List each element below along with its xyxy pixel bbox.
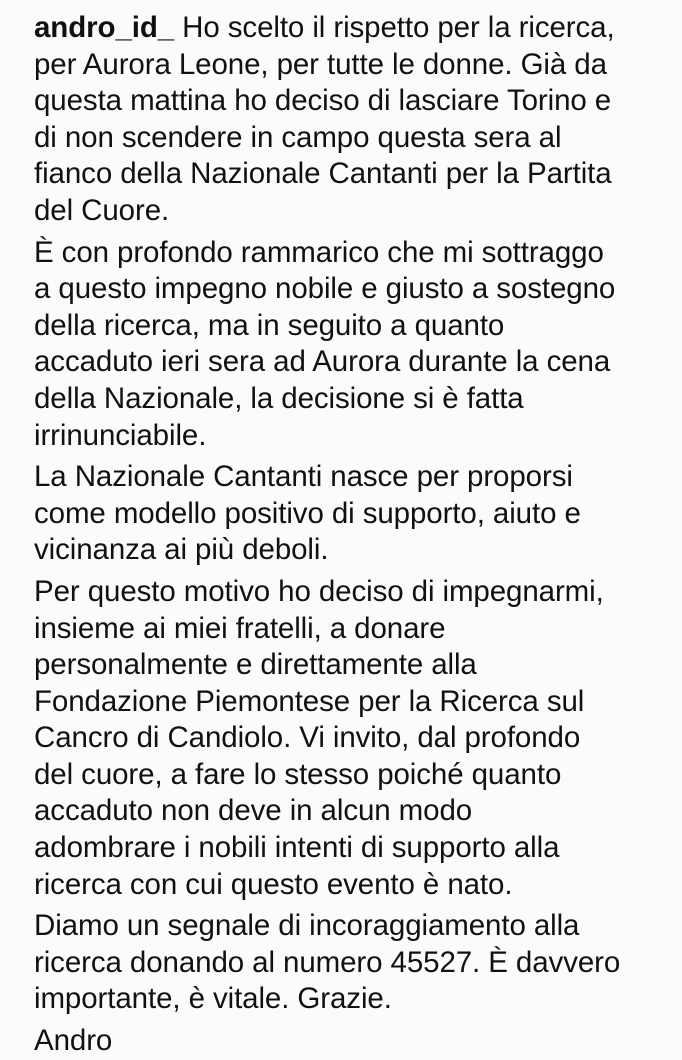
caption-text: Ho scelto il rispetto per la ricerca,: [174, 11, 615, 44]
caption-line: della Nazionale, la decisione si è fatta: [34, 381, 524, 415]
username-link[interactable]: andro_id_: [34, 11, 175, 44]
caption-line: È con profondo rammarico che mi sottraggo: [34, 235, 604, 269]
caption-paragraph: [34, 1023, 674, 1060]
caption-paragraph: [34, 908, 674, 1018]
caption-line: di non scendere in campo questa sera al: [34, 120, 562, 154]
caption-paragraph: [34, 235, 674, 455]
signature-line: Andro: [34, 1024, 113, 1058]
caption-line: ricerca donando al numero 45527. È davvero: [34, 945, 621, 979]
caption-line: fianco della Nazionale Cantanti per la Partita: [34, 157, 612, 191]
caption-line: importante, è vitale. Grazie.: [34, 982, 392, 1016]
caption-line: Cancro di Candiolo. Vi invito, dal profondo: [34, 721, 581, 755]
caption-line: accaduto ieri sera ad Aurora durante la cena: [34, 345, 611, 379]
caption-line: adombrare i nobili intenti di supporto alla: [34, 831, 560, 865]
caption-line: vicinanza ai più deboli.: [34, 533, 329, 567]
caption-line: del Cuore.: [34, 193, 170, 227]
caption-line: accaduto non deve in alcun modo: [34, 794, 473, 828]
caption-line: ricerca con cui questo evento è nato.: [34, 867, 513, 901]
caption-line: del cuore, a fare lo stesso poiché quanto: [34, 757, 562, 791]
caption-line: irrinunciabile.: [34, 418, 207, 452]
caption-paragraph: [34, 459, 674, 569]
post-caption: [34, 10, 674, 1060]
caption-paragraph: [34, 574, 674, 903]
caption-paragraph: [34, 10, 674, 230]
caption-line: della ricerca, ma in seguito a quanto: [34, 308, 505, 342]
caption-line: La Nazionale Cantanti nasce per proporsi: [34, 460, 573, 494]
caption-line: come modello positivo di supporto, aiuto e: [34, 496, 581, 530]
caption-line: Fondazione Piemontese per la Ricerca sul: [34, 684, 585, 718]
caption-line: personalmente e direttamente alla: [34, 648, 477, 682]
caption-line: insieme ai miei fratelli, a donare: [34, 611, 446, 645]
caption-line: Per questo motivo ho deciso di impegnarmi,: [34, 574, 604, 608]
caption-line: [34, 10, 674, 47]
caption-line: a questo impegno nobile e giusto a sostegno: [34, 272, 616, 306]
caption-line: Diamo un segnale di incoraggiamento alla: [34, 909, 580, 943]
caption-line: questa mattina ho deciso di lasciare Torino e: [34, 84, 612, 118]
caption-line: per Aurora Leone, per tutte le donne. Già da: [34, 47, 607, 81]
